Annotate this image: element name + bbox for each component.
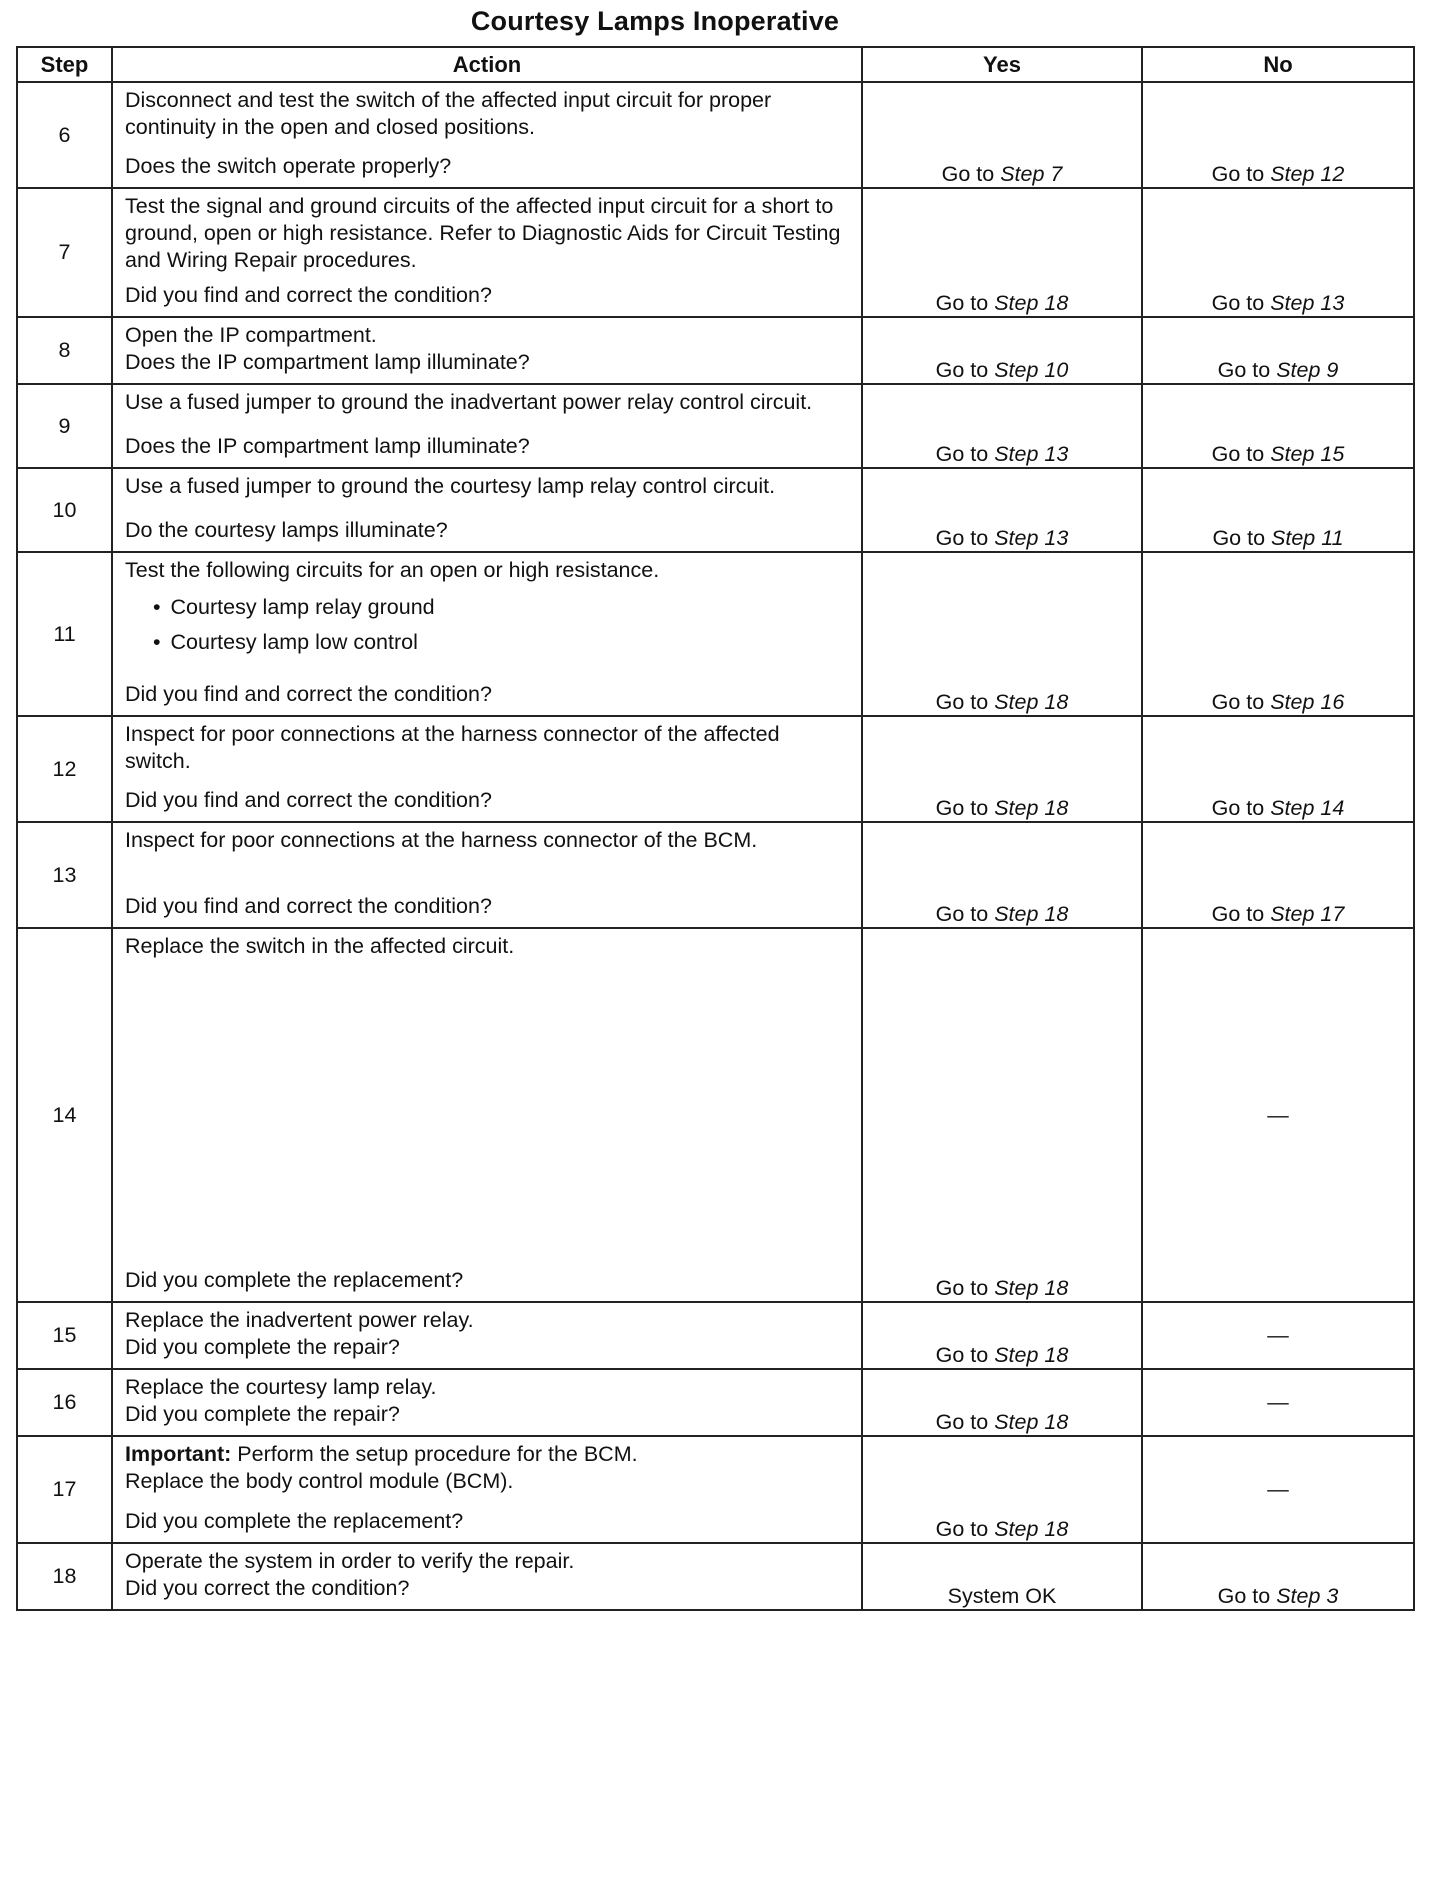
action-cell <box>112 928 862 1302</box>
no-result <box>1142 1302 1414 1369</box>
action-instructions <box>125 193 851 274</box>
no-step-ref: Step 15 <box>1270 442 1345 466</box>
no-step-ref: Step 3 <box>1276 1584 1339 1608</box>
step-number: 15 <box>17 1302 112 1369</box>
action-question: Did you complete the repair? <box>125 1402 400 1426</box>
yes-result <box>862 317 1142 384</box>
goto-prefix: Go to <box>1217 1584 1277 1608</box>
table-row <box>17 1369 1414 1436</box>
goto-prefix: Go to <box>935 796 995 820</box>
goto-prefix: Go to <box>941 162 1001 186</box>
bullet-list <box>125 590 851 660</box>
yes-result <box>862 1543 1142 1610</box>
action-question: Did you complete the replacement? <box>125 1268 464 1292</box>
action-instructions <box>125 1307 851 1334</box>
action-question: Did you complete the repair? <box>125 1335 400 1359</box>
yes-step-ref: Step 18 <box>994 1276 1069 1300</box>
no-result <box>1142 1369 1414 1436</box>
action-instructions <box>125 87 851 141</box>
action-instructions <box>125 557 851 660</box>
diagnostic-table <box>16 46 1415 1611</box>
action-cell <box>112 82 862 188</box>
header-yes: Yes <box>862 47 1142 82</box>
action-content <box>113 1370 861 1435</box>
goto-prefix: Go to <box>935 1343 995 1367</box>
action-content <box>113 469 861 551</box>
action-text: Replace the body control module (BCM). <box>125 1469 514 1493</box>
action-question: Does the IP compartment lamp illuminate? <box>125 350 530 374</box>
header-no: No <box>1142 47 1414 82</box>
table-row <box>17 317 1414 384</box>
yes-result-text: System OK <box>947 1584 1057 1608</box>
no-result <box>1142 822 1414 928</box>
yes-result <box>862 82 1142 188</box>
goto-prefix: Go to <box>1211 442 1271 466</box>
action-instructions <box>125 1548 851 1575</box>
action-text: Replace the switch in the affected circuit. <box>125 934 515 958</box>
no-step-ref: Step 13 <box>1270 291 1345 315</box>
yes-result <box>862 468 1142 552</box>
goto-prefix: Go to <box>1211 162 1271 186</box>
yes-result <box>862 552 1142 716</box>
step-number: 11 <box>17 552 112 716</box>
yes-step-ref: Step 13 <box>994 442 1069 466</box>
action-content <box>113 1437 861 1542</box>
yes-step-ref: Step 13 <box>994 526 1069 550</box>
bullet-item: • Courtesy lamp low control <box>153 625 851 660</box>
action-cell <box>112 188 862 317</box>
table-row <box>17 552 1414 716</box>
goto-prefix: Go to <box>935 526 995 550</box>
important-text: Perform the setup procedure for the BCM. <box>231 1442 638 1466</box>
yes-step-ref: Step 18 <box>994 796 1069 820</box>
goto-prefix: Go to <box>935 1410 995 1434</box>
no-result <box>1142 1436 1414 1543</box>
action-cell <box>112 384 862 468</box>
action-text: Use a fused jumper to ground the courtesy lamp relay control circuit. <box>125 474 776 498</box>
goto-prefix: Go to <box>935 1517 995 1541</box>
step-number: 8 <box>17 317 112 384</box>
step-number: 9 <box>17 384 112 468</box>
action-question: Did you find and correct the condition? <box>125 283 492 307</box>
yes-result <box>862 384 1142 468</box>
yes-result <box>862 928 1142 1302</box>
action-instructions <box>125 827 851 854</box>
action-text: Use a fused jumper to ground the inadvertant power relay control circuit. <box>125 390 813 414</box>
table-body <box>17 82 1414 1610</box>
action-cell <box>112 317 862 384</box>
action-question: Does the switch operate properly? <box>125 154 452 178</box>
action-text: Replace the courtesy lamp relay. <box>125 1375 437 1399</box>
no-step-ref: Step 16 <box>1270 690 1345 714</box>
table-row <box>17 822 1414 928</box>
no-step-ref: Step 17 <box>1270 902 1345 926</box>
action-text: Test the following circuits for an open or high resistance. <box>125 558 660 582</box>
no-result-dash: — <box>1267 1323 1289 1347</box>
action-content <box>113 717 861 821</box>
no-result <box>1142 1543 1414 1610</box>
action-content <box>113 318 861 383</box>
table-row <box>17 1302 1414 1369</box>
step-number: 17 <box>17 1436 112 1543</box>
action-content <box>113 929 861 1301</box>
no-step-ref: Step 11 <box>1271 526 1344 550</box>
table-row <box>17 82 1414 188</box>
action-content <box>113 553 861 715</box>
action-instructions <box>125 322 851 349</box>
no-result <box>1142 82 1414 188</box>
no-step-ref: Step 14 <box>1270 796 1345 820</box>
goto-prefix: Go to <box>1211 291 1271 315</box>
action-text: Test the signal and ground circuits of the affected input circuit for a short to ground, open or high resistance. Refer to Diagnostic Aids for Circuit Testing and Wiring Repair procedures. <box>125 194 841 272</box>
action-question: Did you find and correct the condition? <box>125 894 492 918</box>
yes-result <box>862 822 1142 928</box>
action-text: Inspect for poor connections at the harness connector of the BCM. <box>125 828 758 852</box>
page-title: Courtesy Lamps Inoperative <box>470 6 840 36</box>
action-instructions <box>125 473 851 500</box>
action-text: Operate the system in order to verify the repair. <box>125 1549 575 1573</box>
step-number: 12 <box>17 716 112 822</box>
action-text: Inspect for poor connections at the harness connector of the affected switch. <box>125 722 780 773</box>
step-number: 10 <box>17 468 112 552</box>
important-note <box>125 1441 851 1468</box>
yes-result <box>862 1436 1142 1543</box>
yes-step-ref: Step 18 <box>994 690 1069 714</box>
action-question: Do the courtesy lamps illuminate? <box>125 518 448 542</box>
action-content <box>113 823 861 927</box>
no-result <box>1142 317 1414 384</box>
action-instructions <box>125 1441 851 1495</box>
yes-step-ref: Step 18 <box>994 1410 1069 1434</box>
table-row <box>17 468 1414 552</box>
action-question: Did you find and correct the condition? <box>125 682 492 706</box>
step-number: 14 <box>17 928 112 1302</box>
action-instructions <box>125 933 851 960</box>
yes-step-ref: Step 18 <box>994 291 1069 315</box>
action-cell <box>112 1543 862 1610</box>
action-text: Replace the inadvertent power relay. <box>125 1308 474 1332</box>
action-cell <box>112 552 862 716</box>
no-step-ref: Step 12 <box>1270 162 1345 186</box>
action-text: Open the IP compartment. <box>125 323 377 347</box>
action-cell <box>112 822 862 928</box>
action-cell <box>112 468 862 552</box>
yes-step-ref: Step 7 <box>1000 162 1063 186</box>
bullet-item: • Courtesy lamp relay ground <box>153 590 851 625</box>
goto-prefix: Go to <box>935 1276 995 1300</box>
step-number: 7 <box>17 188 112 317</box>
action-instructions <box>125 721 851 775</box>
yes-step-ref: Step 10 <box>994 358 1069 382</box>
header-step: Step <box>17 47 112 82</box>
table-row <box>17 1543 1414 1610</box>
no-result <box>1142 188 1414 317</box>
action-question: Did you correct the condition? <box>125 1576 410 1600</box>
goto-prefix: Go to <box>1211 690 1271 714</box>
goto-prefix: Go to <box>935 690 995 714</box>
goto-prefix: Go to <box>1217 358 1277 382</box>
yes-step-ref: Step 18 <box>994 902 1069 926</box>
action-text: Disconnect and test the switch of the affected input circuit for proper continuity in the open and closed positions. <box>125 88 772 139</box>
yes-step-ref: Step 18 <box>994 1343 1069 1367</box>
action-cell <box>112 1302 862 1369</box>
yes-step-ref: Step 18 <box>994 1517 1069 1541</box>
no-step-ref: Step 9 <box>1276 358 1339 382</box>
no-result <box>1142 468 1414 552</box>
no-result-dash: — <box>1267 1477 1289 1501</box>
action-question: Did you complete the replacement? <box>125 1509 464 1533</box>
no-result-dash: — <box>1267 1102 1289 1127</box>
goto-prefix: Go to <box>935 442 995 466</box>
step-number: 6 <box>17 82 112 188</box>
no-result-dash: — <box>1267 1390 1289 1414</box>
action-content <box>113 385 861 467</box>
action-instructions <box>125 389 851 416</box>
important-label: Important: <box>125 1442 232 1466</box>
table-row <box>17 188 1414 317</box>
goto-prefix: Go to <box>935 902 995 926</box>
table-row <box>17 384 1414 468</box>
step-number: 13 <box>17 822 112 928</box>
action-content <box>113 83 861 187</box>
goto-prefix: Go to <box>935 291 995 315</box>
yes-result <box>862 716 1142 822</box>
no-result <box>1142 384 1414 468</box>
header-row <box>17 47 1414 82</box>
action-cell <box>112 716 862 822</box>
action-content <box>113 189 861 316</box>
yes-result <box>862 1302 1142 1369</box>
no-result <box>1142 552 1414 716</box>
header-action: Action <box>112 47 862 82</box>
goto-prefix: Go to <box>1212 526 1272 550</box>
yes-result <box>862 1369 1142 1436</box>
step-number: 18 <box>17 1543 112 1610</box>
action-instructions <box>125 1374 851 1401</box>
action-question: Did you find and correct the condition? <box>125 788 492 812</box>
no-result <box>1142 716 1414 822</box>
goto-prefix: Go to <box>935 358 995 382</box>
action-cell <box>112 1436 862 1543</box>
step-number: 16 <box>17 1369 112 1436</box>
action-content <box>113 1544 861 1609</box>
action-question: Does the IP compartment lamp illuminate? <box>125 434 530 458</box>
no-result <box>1142 928 1414 1302</box>
goto-prefix: Go to <box>1211 796 1271 820</box>
action-content <box>113 1303 861 1368</box>
action-cell <box>112 1369 862 1436</box>
table-row <box>17 928 1414 1302</box>
goto-prefix: Go to <box>1211 902 1271 926</box>
table-row <box>17 1436 1414 1543</box>
table-row <box>17 716 1414 822</box>
yes-result <box>862 188 1142 317</box>
